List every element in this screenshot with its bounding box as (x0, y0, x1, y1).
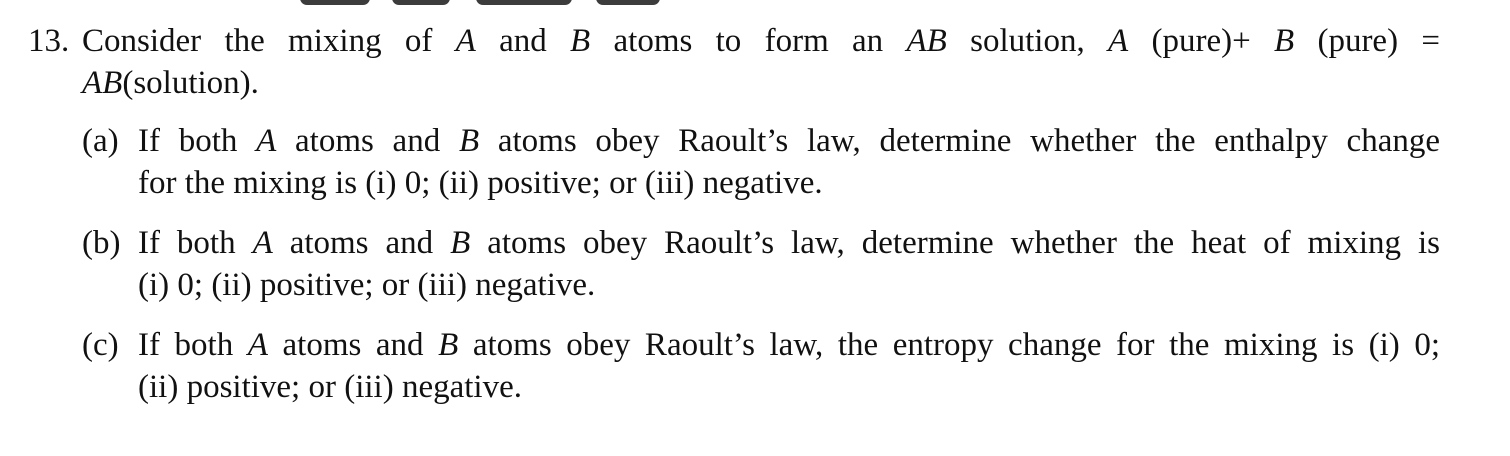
intro-text: (pure) = (1294, 23, 1440, 59)
part-text (138, 324, 1440, 408)
species-b: B (1273, 23, 1295, 59)
part-text: If both (138, 123, 257, 159)
species-b: B (570, 23, 591, 59)
part-text (138, 222, 1440, 306)
species-ab: AB (82, 65, 123, 101)
species-ab: AB (906, 23, 947, 59)
question-13 (28, 20, 1440, 426)
question-intro-line-2 (82, 65, 259, 101)
intro-text: Consider the mixing of (82, 23, 456, 59)
part-text-line-2: (i) 0; (ii) positive; or (iii) negative. (138, 267, 596, 303)
part-a (82, 120, 1440, 204)
part-text: atoms and (272, 225, 451, 261)
question-parts (28, 120, 1440, 408)
question-stem (28, 20, 1440, 104)
question-intro (82, 20, 1440, 104)
species-a: A (252, 225, 273, 261)
part-text (138, 120, 1440, 204)
species-b: B (438, 327, 459, 363)
question-number: 13. (28, 23, 70, 59)
part-label: (a) (82, 123, 119, 159)
intro-text: and (475, 23, 571, 59)
part-text: If both (138, 225, 253, 261)
part-text-line-2: (ii) positive; or (iii) negative. (138, 369, 522, 405)
part-text-line-2: for the mixing is (i) 0; (ii) positive; or (iii) negative. (138, 165, 823, 201)
part-label: (c) (82, 327, 119, 363)
species-a: A (247, 327, 268, 363)
cut-off-previous-text (300, 0, 680, 5)
intro-text: solution, (946, 23, 1108, 59)
species-b: B (450, 225, 471, 261)
part-text: atoms and (267, 327, 439, 363)
part-text-line-1 (138, 120, 1440, 162)
intro-text: atoms to form an (590, 23, 907, 59)
part-b (82, 222, 1440, 306)
part-text: atoms obey Raoult’s law, determine whether the enthalpy change (479, 123, 1440, 159)
part-label: (b) (82, 225, 121, 261)
intro-text: (solution). (122, 65, 259, 101)
question-intro-line-1 (82, 20, 1440, 62)
species-a: A (455, 23, 476, 59)
species-a: A (256, 123, 277, 159)
part-text: atoms obey Raoult’s law, the entropy change for the mixing is (i) 0; (458, 327, 1440, 363)
part-text: If both (138, 327, 248, 363)
part-text-line-1 (138, 324, 1440, 366)
part-c (82, 324, 1440, 408)
part-text: atoms and (276, 123, 459, 159)
intro-text: (pure)+ (1128, 23, 1274, 59)
species-b: B (458, 123, 480, 159)
part-text: atoms obey Raoult’s law, determine whether the heat of mixing is (470, 225, 1440, 261)
species-a: A (1108, 23, 1129, 59)
part-text-line-1 (138, 222, 1440, 264)
